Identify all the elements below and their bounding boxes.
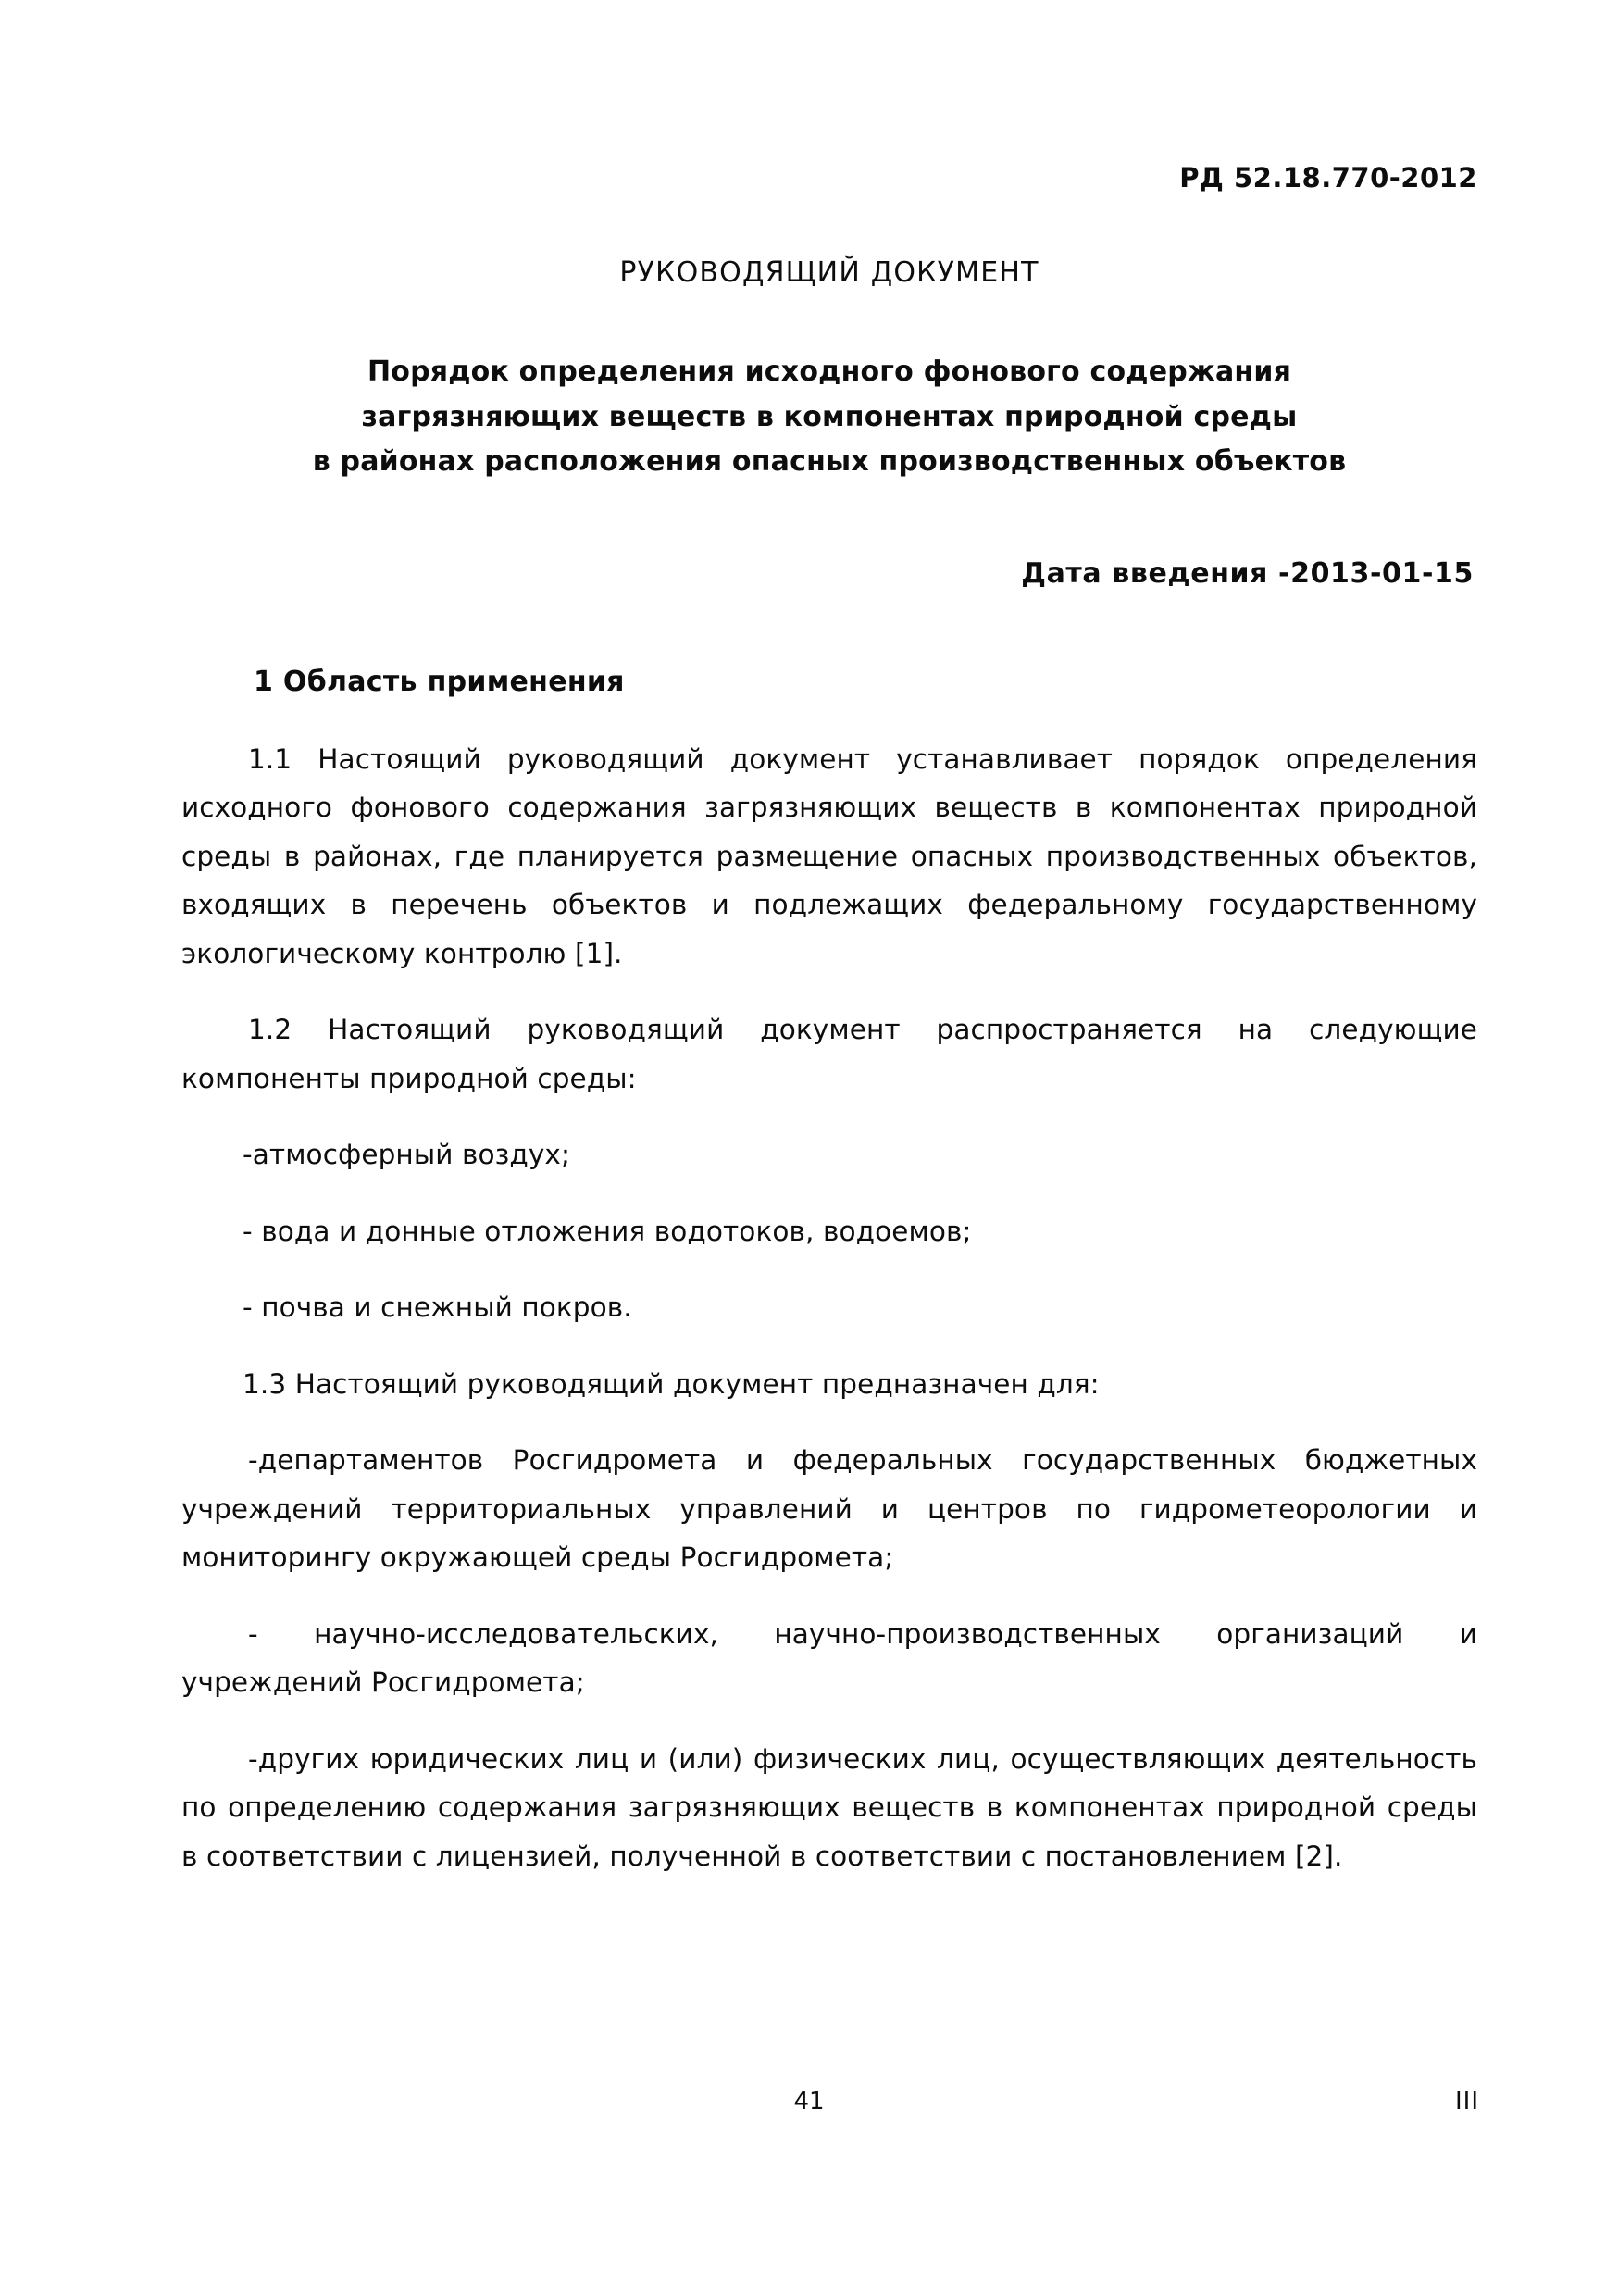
paragraph-1-3: 1.3 Настоящий руководящий документ предназначен для: — [243, 1367, 1100, 1400]
list-item-departments: -департаментов Росгидромета и федеральных государственных бюджетных учреждений территориальных управлений и центров по гидрометеорологии и мониторингу окружающей среды Росгидромета; — [181, 1444, 1477, 1574]
list-item-water: - вода и донные отложения водотоков, водоемов; — [243, 1215, 972, 1247]
page-number: 41 — [793, 2088, 825, 2115]
paragraph-1-2: 1.2 Настоящий руководящий документ распространяется на следующие компоненты природной среды: — [181, 1014, 1477, 1094]
list-item-research: - научно-исследовательских, научно-производственных организаций и учреждений Росгидромета; — [181, 1617, 1477, 1699]
document-kind-heading: РУКОВОДЯЩИЙ ДОКУМЕНТ — [619, 256, 1039, 289]
list-item-air: -атмосферный воздух; — [243, 1139, 571, 1171]
document-title-line-3: в районах расположения опасных производственных объектов — [312, 445, 1347, 479]
page-content — [181, 0, 1477, 1880]
document-title-line-1: Порядок определения исходного фонового содержания — [367, 356, 1292, 388]
document-code: РД 52.18.770-2012 — [1179, 162, 1477, 193]
list-item-soil: - почва и снежный покров. — [243, 1292, 632, 1324]
document-title — [181, 350, 1477, 485]
introduction-date: Дата введения -2013-01-15 — [1021, 556, 1474, 590]
document-title-line-2: загрязняющих веществ в компонентах природной среды — [361, 400, 1298, 433]
page-section-mark: III — [1454, 2088, 1479, 2115]
list-item-other-entities: -других юридических лиц и (или) физических лиц, осуществляющих деятельность по определению содержания загрязняющих веществ в компонентах природной среды в соответствии с лицензией, полученной в соответствии с постановлением [2]. — [181, 1742, 1477, 1872]
section-heading-scope: 1 Область применения — [254, 665, 625, 698]
paragraph-1-1: 1.1 Настоящий руководящий документ устанавливает порядок определения исходного фонового содержания загрязняющих веществ в компонентах природной среды в районах, где планируется размещение опасных производственных объектов, входящих в перечень объектов и подлежащих федеральному государственному экологическому контролю [1]. — [181, 742, 1477, 969]
